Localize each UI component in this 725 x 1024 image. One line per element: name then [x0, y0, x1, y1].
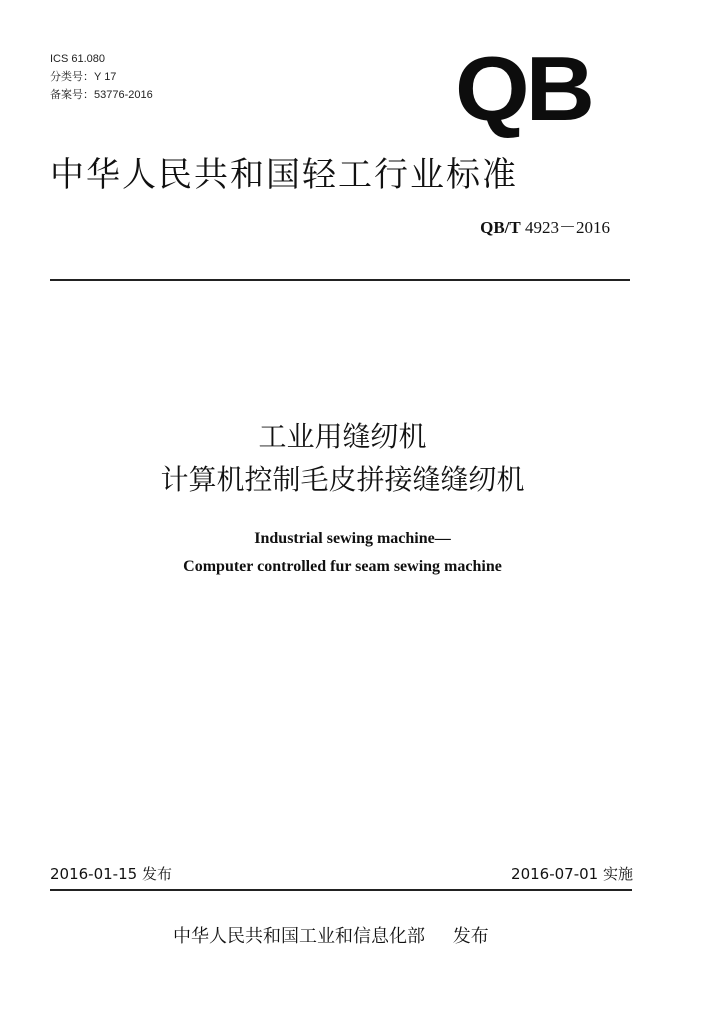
bottom-divider: [50, 889, 632, 891]
implementation-date: 2016-07-01 实施: [511, 865, 633, 883]
top-divider: [50, 279, 630, 281]
english-title-line-2: Computer controlled fur seam sewing machine: [183, 558, 502, 575]
record-number: 备案号：53776-2016: [50, 89, 153, 101]
standard-number: [480, 217, 610, 239]
ics-code: ICS 61.080: [50, 53, 106, 65]
qb-logo: QB: [455, 38, 591, 141]
classification-code: 分类号：Y 17: [50, 71, 117, 83]
chinese-title-line-2: 计算机控制毛皮拼接缝缝纫机: [160, 463, 525, 496]
standard-category-title: 中华人民共和国轻工行业标准: [50, 155, 518, 195]
chinese-title-line-1: 工业用缝纫机: [258, 420, 427, 453]
issuing-authority: [173, 925, 489, 949]
issue-date: 2016-01-15 发布: [50, 865, 172, 883]
document-metadata: [50, 50, 153, 104]
standard-number-prefix: QB/T: [480, 218, 521, 237]
english-title-line-1: Industrial sewing machine—: [254, 530, 451, 547]
standard-number-value: 4923－2016: [525, 218, 610, 237]
issuer-verb: 发布: [452, 926, 489, 947]
issuer-name: 中华人民共和国工业和信息化部: [173, 926, 425, 947]
